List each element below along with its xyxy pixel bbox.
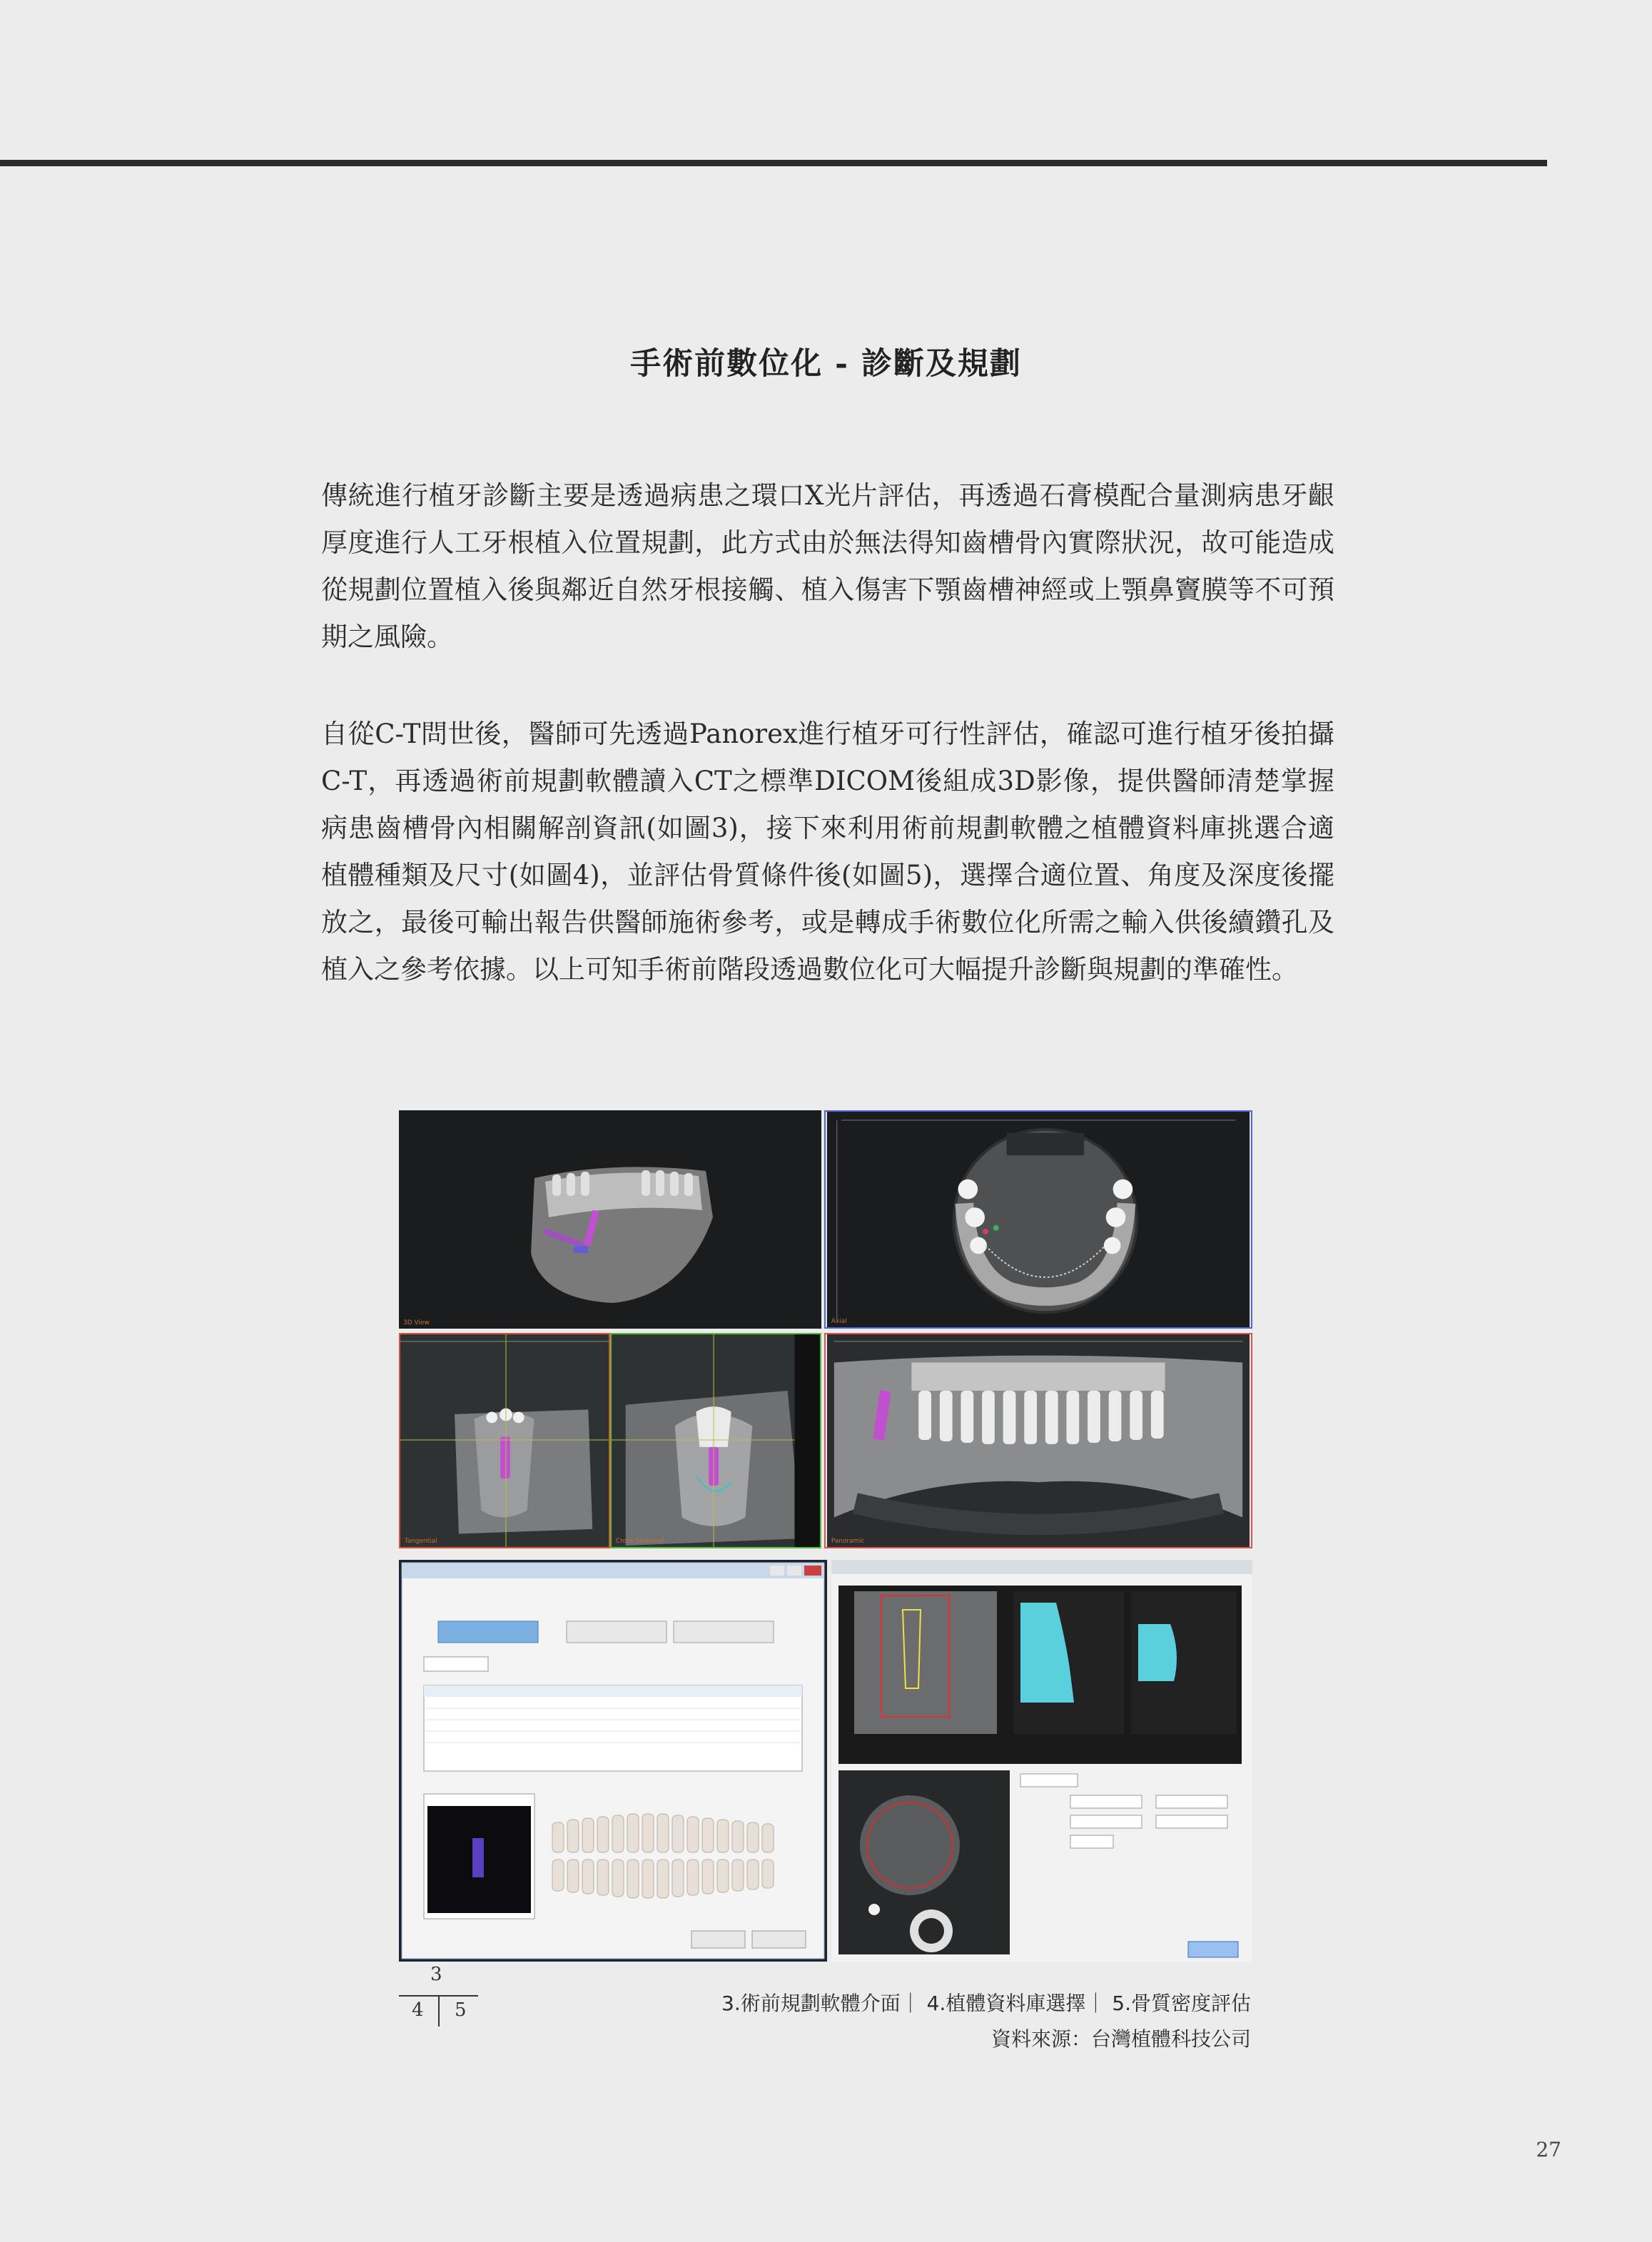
ct-tangential-view-panel bbox=[399, 1333, 610, 1548]
figure-caption: 3.術前規劃軟體介面｜ 4.植體資料庫選擇｜ 5.骨質密度評估 bbox=[721, 1992, 1251, 2015]
figure-index-divider-vertical bbox=[438, 1995, 440, 2027]
bone-density-window bbox=[831, 1560, 1252, 1962]
ct-tangential-view-image bbox=[400, 1334, 609, 1547]
paragraph-2: 自從C-T問世後，醫師可先透過Panorex進行植牙可行性評估，確認可進行植牙後拍攝C-T，再透過術前規劃軟體讀入CT之標準DICOM後組成3D影像，提供醫師清楚掌握病患齒槽骨內相關解剖資訊(如圖3)，接下來利用術前規劃軟體之植體資料庫挑選合適植體種類及尺寸(如圖4)，並評估骨質條件後(如圖5)，選擇合適位置、角度及深度後擺放之，最後可輸出報告供醫師施術參考，或是轉成手術數位化所需之輸入供後續鑽孔及植入之參考依據。以上可知手術前階段透過數位化可大幅提升診斷與規劃的準確性。 bbox=[321, 719, 1334, 985]
ct-axial-view-panel bbox=[824, 1110, 1252, 1329]
svg-text:Axial: Axial bbox=[831, 1318, 847, 1326]
implant-database-window bbox=[399, 1560, 827, 1962]
top-rule bbox=[0, 160, 1547, 166]
svg-text:Panoramic: Panoramic bbox=[831, 1538, 865, 1546]
section-title: 手術前數位化 - 診斷及規劃 bbox=[630, 346, 1022, 382]
svg-text:Tangential: Tangential bbox=[404, 1538, 437, 1546]
ct-sectional-view-image bbox=[612, 1334, 820, 1547]
ct-sectional-view-panel bbox=[610, 1333, 821, 1548]
ct-panoramic-view-panel bbox=[824, 1333, 1252, 1548]
figure-index-5: 5 bbox=[455, 1999, 467, 2021]
ct-panoramic-view-image bbox=[826, 1334, 1251, 1547]
ct-3d-view-panel bbox=[399, 1110, 821, 1329]
figure-index-4: 4 bbox=[412, 1999, 424, 2021]
svg-text:Cross Sectional: Cross Sectional bbox=[615, 1538, 664, 1546]
page-number: 27 bbox=[1536, 2138, 1561, 2161]
figure-source: 資料來源：台灣植體科技公司 bbox=[990, 2027, 1251, 2051]
paragraph-1: 傳統進行植牙診斷主要是透過病患之環口X光片評估，再透過石膏模配合量測病患牙齦厚度進行人工牙根植入位置規劃，此方式由於無法得知齒槽骨內實際狀況，故可能造成從規劃位置植入後與鄰近自然牙根接觸、植入傷害下顎齒槽神經或上顎鼻竇膜等不可預期之風險。 bbox=[321, 480, 1334, 652]
bone-density-screenshot bbox=[831, 1560, 1252, 1962]
ct-axial-view-image bbox=[826, 1112, 1251, 1327]
figure-composite bbox=[399, 1110, 1252, 1962]
svg-text:3D View: 3D View bbox=[403, 1319, 430, 1327]
implant-database-screenshot bbox=[399, 1560, 827, 1962]
ct-3d-view-image bbox=[399, 1110, 821, 1329]
figure-index-3: 3 bbox=[430, 1964, 442, 1985]
